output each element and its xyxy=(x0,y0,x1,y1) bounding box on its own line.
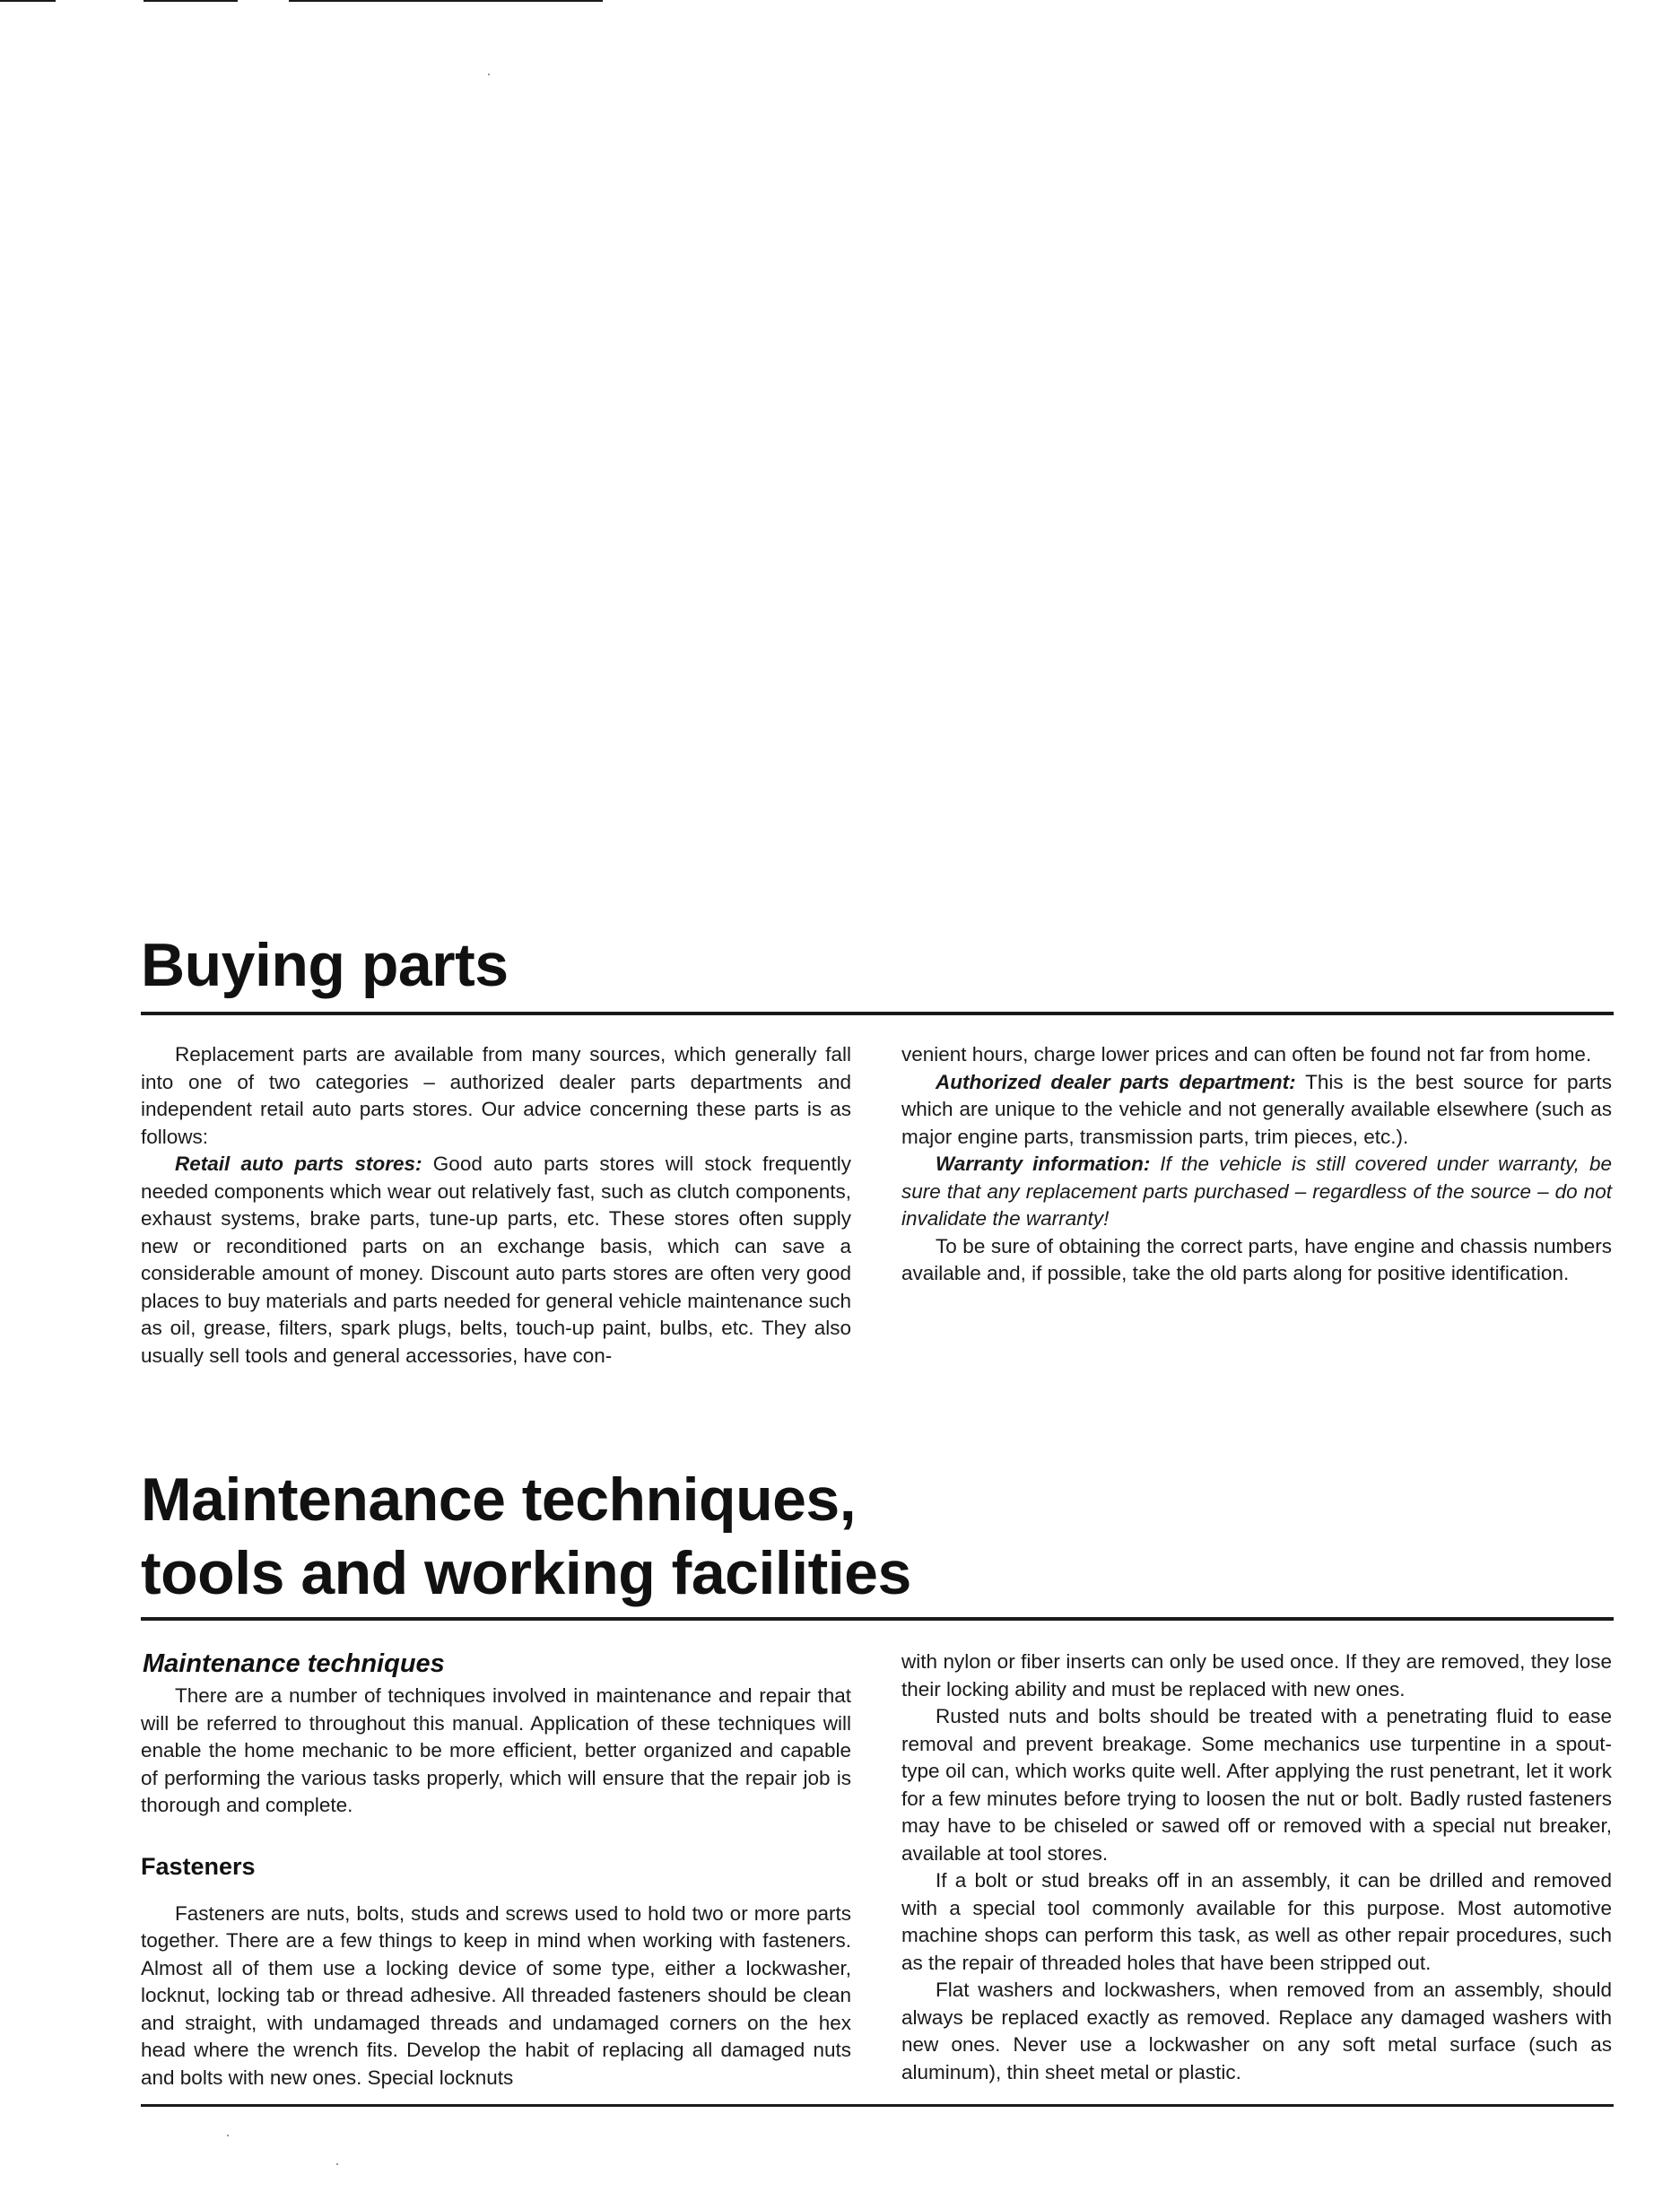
maintenance-right-column xyxy=(901,1648,1612,2086)
rusted-fasteners-paragraph: Rusted nuts and bolts should be treated with a penetrating fluid to ease removal and prevent breakage. Some mechanics use turpentine in a spout-type oil can, which works quite well. After applying the rust penetrant, let it work for a few minutes before trying to loosen the nut or bolt. Badly rusted fasteners may have to be chiseled or sawed off or removed with a special nut breaker, available at tool stores. xyxy=(901,1705,1612,1865)
maintenance-rule xyxy=(141,1617,1614,1621)
warranty-lead: Warranty information: xyxy=(936,1153,1151,1175)
buying-parts-left-column xyxy=(141,1041,851,1370)
scan-speck xyxy=(336,2163,338,2165)
correct-parts-paragraph: To be sure of obtaining the correct parts, have engine and chassis numbers available and, if possible, take the old parts along for positive identification. xyxy=(901,1234,1612,1284)
warranty-paragraph xyxy=(901,1151,1612,1233)
washers-paragraph: Flat washers and lockwashers, when removed from an assembly, should always be replaced exactly as removed. Replace any damaged washers with new ones. Never use a lockwasher on any soft metal surface (such as aluminum), thin sheet metal or plastic. xyxy=(901,1979,1612,2083)
maintenance-techniques-subhead: Maintenance techniques xyxy=(143,1649,445,1678)
scan-speck xyxy=(488,74,490,75)
fasteners-subhead: Fasteners xyxy=(141,1852,256,1880)
broken-bolt-paragraph: If a bolt or stud breaks off in an assembly, it can be drilled and removed with a special tool commonly available for this purpose. Most automotive machine shops can perform this task, as well as other repair procedures, such as the repair of threaded holes that have been stripped out. xyxy=(901,1869,1612,1974)
dealer-parts-paragraph xyxy=(901,1069,1612,1152)
buying-parts-intro: Replacement parts are available from many sources, which generally fall into one of two categories – authorized dealer parts departments and independent retail auto parts stores. Our advice concerning these parts is as follows: xyxy=(141,1043,851,1148)
warranty-text: If the vehicle is still covered under warranty, be sure that any replacement parts purchased – regardless of the source – do not invalidate the warranty! xyxy=(901,1153,1612,1230)
buying-parts-right-column xyxy=(901,1041,1612,1288)
buying-parts-rule xyxy=(141,1012,1614,1015)
retail-stores-text: Good auto parts stores will stock frequently needed components which wear out relatively fast, such as clutch components, exhaust systems, brake parts, tune-up parts, etc. These stores often supply new or reconditioned parts on an exchange basis, which can save a considerable amount of money. Discount auto parts stores are often very good places to buy materials and parts needed for general vehicle maintenance such as oil, grease, filters, spark plugs, belts, touch-up paint, bulbs, etc. They also usually sell tools and general accessories, have con- xyxy=(141,1153,851,1367)
maintenance-intro: There are a number of techniques involved in maintenance and repair that will be referred to throughout this manual. Application of these techniques will enable the home mechanic to be more efficient, better organized and capable of performing the various tasks properly, which will ensure that the repair job is thorough and complete. xyxy=(141,1684,851,1816)
maintenance-left-column xyxy=(141,1648,851,2092)
locknuts-continuation: with nylon or fiber inserts can only be used once. If they are removed, they lose their locking ability and must be replaced with new ones. xyxy=(901,1650,1612,1701)
scan-edge-mark xyxy=(0,0,56,2)
retail-stores-lead: Retail auto parts stores: xyxy=(175,1153,422,1175)
retail-stores-paragraph xyxy=(141,1151,851,1370)
scan-speck xyxy=(227,2135,229,2136)
buying-parts-continuation: venient hours, charge lower prices and can often be found not far from home. xyxy=(901,1043,1592,1066)
buying-parts-heading: Buying parts xyxy=(141,931,509,999)
scan-edge-mark xyxy=(144,0,238,2)
dealer-parts-lead: Authorized dealer parts department: xyxy=(936,1070,1296,1093)
maintenance-heading-line-2: tools and working facilities xyxy=(141,1539,911,1607)
fasteners-paragraph: Fasteners are nuts, bolts, studs and screws used to hold two or more parts together. There are a few things to keep in mind when working with fasteners. Almost all of them use a locking device of some type, either a lockwasher, locknut, locking tab or thread adhesive. All threaded fasteners should be clean and straight, with undamaged threads and undamaged corners on the hex head where the wrench fits. Develop the habit of replacing all damaged nuts and bolts with new ones. Special locknuts xyxy=(141,1901,851,2089)
maintenance-heading-line-1: Maintenance techniques, xyxy=(141,1466,857,1534)
bottom-rule xyxy=(141,2104,1614,2107)
scan-edge-mark xyxy=(289,0,603,2)
dealer-parts-text: This is the best source for parts which are unique to the vehicle and not generally available elsewhere (such as major engine parts, transmission parts, trim pieces, etc.). xyxy=(901,1070,1612,1148)
